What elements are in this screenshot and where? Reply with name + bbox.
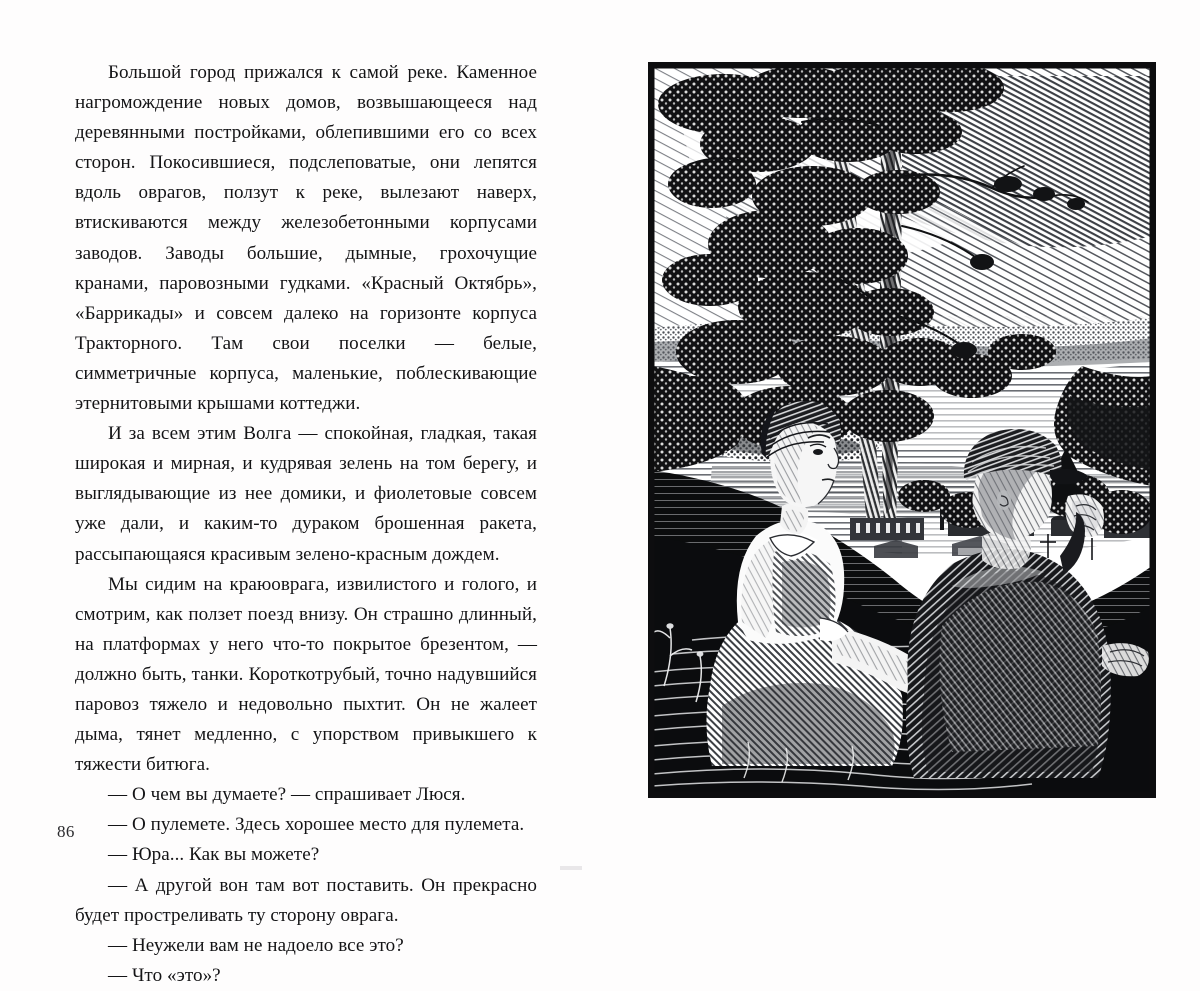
dialogue-line: — А другой вон там вот поставить. Он прекрасно будет простреливать ту сторону оврага.: [75, 874, 537, 926]
dialogue-line: — Что «это»?: [108, 964, 221, 986]
illustration-wood-engraving: [648, 62, 1156, 798]
bottom-registration-mark: [560, 866, 582, 870]
dialogue-line: — О чем вы думаете? — спрашивает Люся.: [108, 784, 466, 806]
paragraph: И за всем этим Волга — спокойная, гладкая, такая широкая и мирная, и кудрявая зелень на том берегу, и выглядывающие из нее домики, и фиолетовые совсем уже дали, и каким-то дураком брошенная ракета, рассыпающаяся красивым зелено-красным дождем.: [75, 423, 537, 565]
dialogue-line: — О пулемете. Здесь хорошее место для пулемета.: [108, 814, 525, 836]
dialogue-line: — Юра... Как вы можете?: [108, 844, 320, 866]
paragraph: Мы сидим на краюоврага, извилистого и голого, и смотрим, как ползет поезд внизу. Он страшно длинный, на платформах у него что-то покрытое брезентом, — должно быть, танки. Короткотрубый, точно надувшийся паровоз тяжело и недовольно пыхтит. Он не жалеет дыма, тянет медленно, с упорством привыкшего к тяжести битюга.: [75, 573, 537, 776]
illustration-artwork: [652, 66, 1152, 794]
dialogue-line: — Неужели вам не надоело все это?: [108, 934, 404, 956]
text-column: [75, 58, 537, 991]
page-number: 86: [57, 822, 75, 841]
paragraph: Большой город прижался к самой реке. Каменное нагромождение новых домов, возвышающееся над деревянными постройками, облепившими его со всех сторон. Покосившиеся, подслеповатые, они лепятся вдоль оврагов, ползут к реке, вылезают наверх, втискиваются между железобетонными корпусами заводов. Заводы большие, дымные, грохочущие кранами, паровозными гудками. «Красный Октябрь», «Баррикады» и совсем далеко на горизонте корпуса Тракторного. Там свои поселки — белые, симметричные корпуса, маленькие, поблескивающие этернитовыми крышами коттеджи.: [75, 62, 537, 415]
